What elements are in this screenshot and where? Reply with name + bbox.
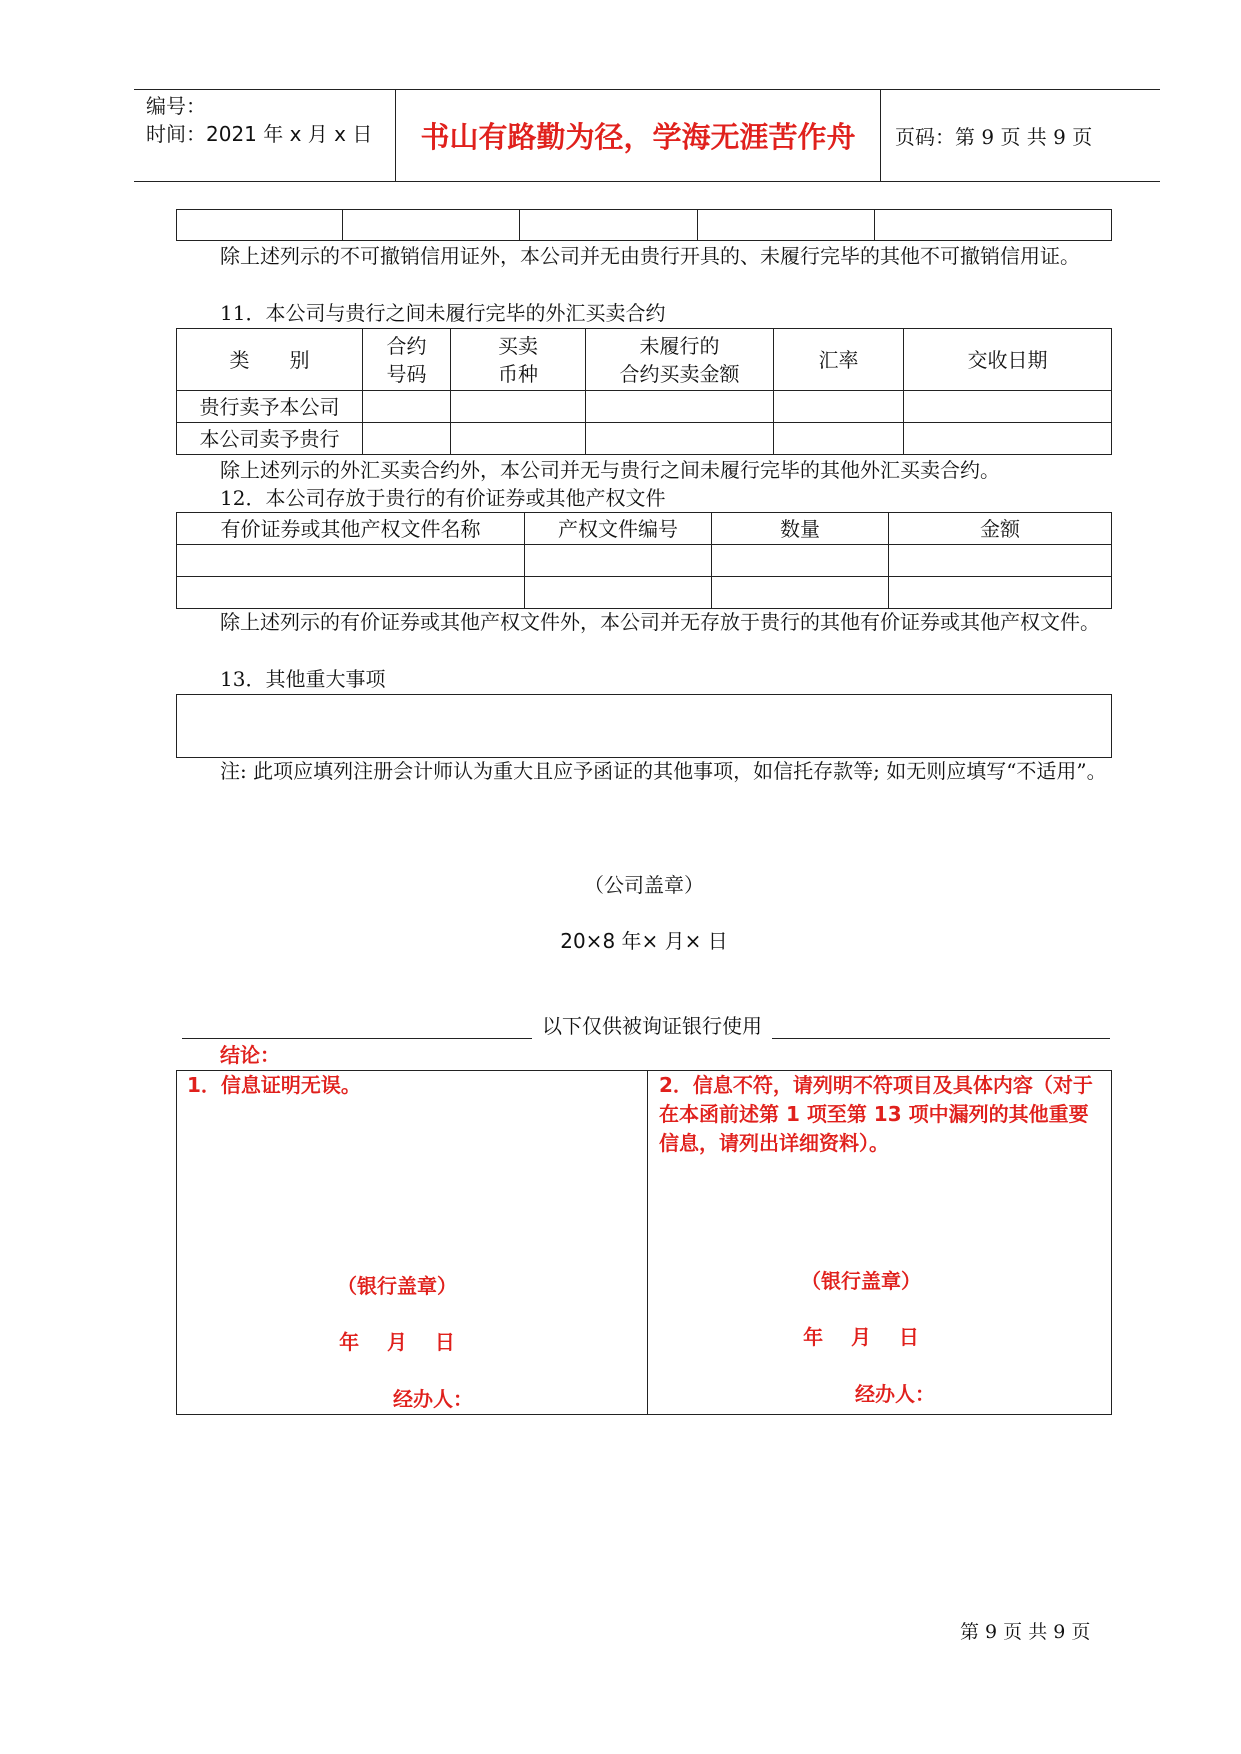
row-label: 贵行卖予本公司 bbox=[177, 391, 363, 423]
section13-title: 13．其他重大事项 bbox=[220, 667, 386, 691]
header-page-number: 页码：第 9 页 共 9 页 bbox=[895, 125, 1093, 149]
other-matters-box bbox=[176, 694, 1112, 758]
table-row bbox=[177, 545, 1112, 577]
table-cell bbox=[698, 210, 875, 241]
table-cell bbox=[451, 423, 586, 455]
table-cell bbox=[875, 210, 1112, 241]
page-footer: 第 9 页 共 9 页 bbox=[960, 1621, 1091, 1643]
section12-title: 12．本公司存放于贵行的有价证券或其他产权文件 bbox=[220, 486, 666, 510]
table-cell bbox=[451, 391, 586, 423]
header-motto: 书山有路勤为径，学海无涯苦作舟 bbox=[396, 90, 881, 181]
table-cell bbox=[343, 210, 520, 241]
section11-note: 除上述列示的外汇买卖合约外，本公司并无与贵行之间未履行完毕的其他外汇买卖合约。 bbox=[220, 458, 1000, 482]
divider-line-right bbox=[772, 1038, 1110, 1039]
header-outstanding-amount: 未履行的 合约买卖金额 bbox=[586, 329, 774, 391]
table-row bbox=[177, 423, 1112, 455]
table-row bbox=[177, 210, 1112, 241]
header-currency: 买卖 币种 bbox=[451, 329, 586, 391]
table-cell bbox=[774, 391, 904, 423]
bank-use-label: 以下仅供被询证银行使用 bbox=[542, 1014, 762, 1038]
table-row bbox=[177, 577, 1112, 609]
table-cell bbox=[363, 391, 451, 423]
header-info bbox=[134, 90, 396, 181]
table-cell bbox=[774, 423, 904, 455]
document-number: 编号： bbox=[146, 94, 206, 118]
document-time: 时间：2021 年 x 月 x 日 bbox=[146, 122, 373, 146]
table-header-row bbox=[177, 329, 1112, 391]
table-cell bbox=[904, 423, 1112, 455]
bank-seal-right: （银行盖章） bbox=[801, 1269, 921, 1293]
conclusion-label: 结论： bbox=[220, 1043, 280, 1067]
letter-of-credit-table bbox=[176, 209, 1112, 241]
handler-right: 经办人： bbox=[855, 1382, 935, 1406]
header-category: 类 别 bbox=[177, 329, 363, 391]
table-cell bbox=[177, 210, 343, 241]
header-settlement-date: 交收日期 bbox=[904, 329, 1112, 391]
company-seal: （公司盖章） bbox=[584, 873, 704, 897]
table-cell bbox=[889, 545, 1112, 577]
table-cell bbox=[712, 545, 889, 577]
header-exchange-rate: 汇率 bbox=[774, 329, 904, 391]
header-document-number: 产权文件编号 bbox=[525, 513, 712, 545]
header-document-name: 有价证券或其他产权文件名称 bbox=[177, 513, 525, 545]
date-right: 年 月 日 bbox=[803, 1325, 919, 1349]
table-cell bbox=[712, 577, 889, 609]
confirm-correct-text: 1．信息证明无误。 bbox=[187, 1073, 361, 1097]
header-contract-number: 合约 号码 bbox=[363, 329, 451, 391]
table-cell bbox=[525, 545, 712, 577]
section10-note: 除上述列示的不可撤销信用证外，本公司并无由贵行开具的、未履行完毕的其他不可撤销信用证。 bbox=[220, 244, 1080, 268]
table-header-row bbox=[177, 513, 1112, 545]
bank-response-box bbox=[176, 1070, 1112, 1415]
page-header bbox=[134, 89, 1160, 182]
table-cell bbox=[904, 391, 1112, 423]
table-cell bbox=[520, 210, 698, 241]
section12-note: 除上述列示的有价证券或其他产权文件外，本公司并无存放于贵行的其他有价证券或其他产权文件。 bbox=[220, 610, 1100, 634]
divider-line-left bbox=[182, 1038, 532, 1039]
bank-seal-left: （银行盖章） bbox=[337, 1274, 457, 1298]
handler-left: 经办人： bbox=[393, 1387, 473, 1411]
row-label: 本公司卖予贵行 bbox=[177, 423, 363, 455]
table-cell bbox=[177, 577, 525, 609]
column-divider bbox=[647, 1071, 648, 1414]
table-cell bbox=[525, 577, 712, 609]
table-cell bbox=[586, 391, 774, 423]
table-cell bbox=[889, 577, 1112, 609]
securities-table bbox=[176, 512, 1112, 609]
header-quantity: 数量 bbox=[712, 513, 889, 545]
table-row bbox=[177, 391, 1112, 423]
table-cell bbox=[586, 423, 774, 455]
forex-contracts-table bbox=[176, 328, 1112, 455]
section13-note: 注: 此项应填列注册会计师认为重大且应予函证的其他事项，如信托存款等; 如无则应填写“不适用”。 bbox=[220, 759, 1107, 783]
header-amount: 金额 bbox=[889, 513, 1112, 545]
table-cell bbox=[363, 423, 451, 455]
table-cell bbox=[177, 545, 525, 577]
company-date: 20×8 年× 月× 日 bbox=[560, 929, 728, 953]
section11-title: 11．本公司与贵行之间未履行完毕的外汇买卖合约 bbox=[220, 301, 666, 325]
discrepancy-text: 2．信息不符，请列明不符项目及具体内容（对于在本函前述第 1 项至第 13 项中漏列的其他重要信息，请列出详细资料）。 bbox=[659, 1073, 1093, 1155]
date-left: 年 月 日 bbox=[339, 1330, 455, 1354]
